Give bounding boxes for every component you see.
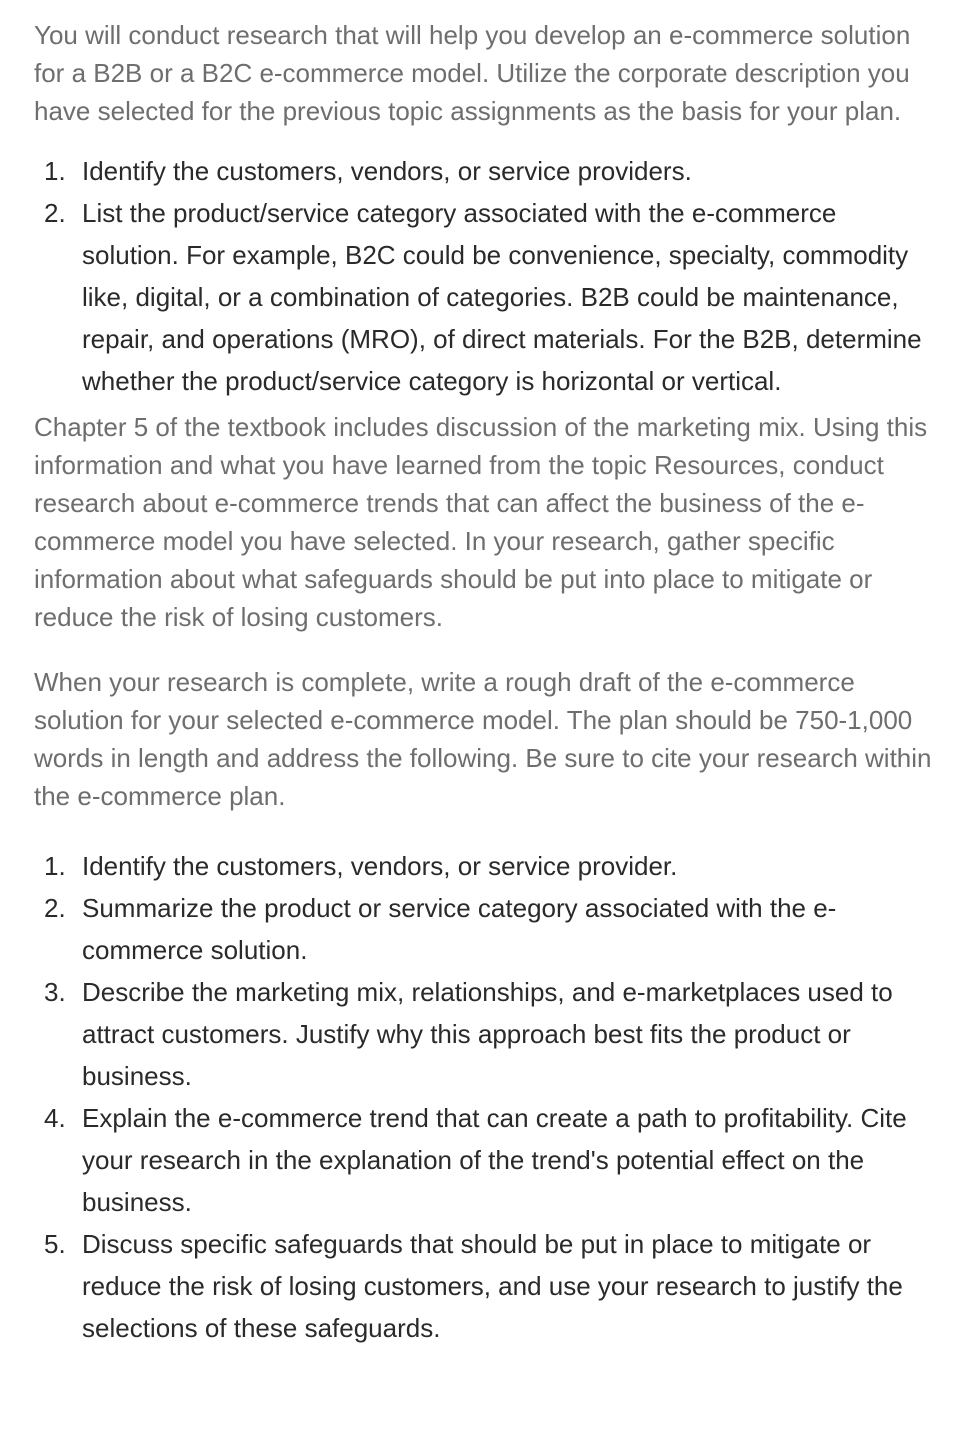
list-item bbox=[34, 971, 932, 1097]
list-item-text: Discuss specific safeguards that should be put in place to mitigate or reduce the risk of losing customers, and use your research to justify the selections of these safeguards. bbox=[82, 1229, 903, 1343]
list-item-number: 3. bbox=[44, 977, 66, 1007]
list-item bbox=[34, 1223, 932, 1349]
list-item bbox=[34, 192, 932, 402]
first-task-list bbox=[34, 150, 932, 402]
draft-paragraph: When your research is complete, write a rough draft of the e-commerce solution for your selected e-commerce model. The plan should be 750-1,000 words in length and address the following. Be sure to cite your research within the e-commerce plan. bbox=[34, 667, 932, 811]
list-item-number: 1. bbox=[44, 156, 66, 186]
list-item-number: 4. bbox=[44, 1103, 66, 1133]
list-item-number: 2. bbox=[44, 893, 66, 923]
list-item-text: Explain the e-commerce trend that can create a path to profitability. Cite your research in the explanation of the trend's potential effect on the business. bbox=[82, 1103, 907, 1217]
list-item-text: Identify the customers, vendors, or service provider. bbox=[82, 851, 678, 881]
list-item bbox=[34, 887, 932, 971]
list-item bbox=[34, 845, 932, 887]
list-item-number: 5. bbox=[44, 1229, 66, 1259]
intro-paragraph: You will conduct research that will help you develop an e-commerce solution for a B2B or a B2C e-commerce model. Utilize the corporate description you have selected for the previous topic assignments as the basis for your plan. bbox=[34, 20, 911, 126]
list-item bbox=[34, 1097, 932, 1223]
list-item-text: List the product/service category associated with the e-commerce solution. For example, B2C could be convenience, specialty, commodity like, digital, or a combination of categories. B2B could be maintenance, repair, and operations (MRO), of direct materials. For the B2B, determine whether the product/service category is horizontal or vertical. bbox=[82, 198, 922, 396]
list-item-number: 1. bbox=[44, 851, 66, 881]
chapter-paragraph: Chapter 5 of the textbook includes discussion of the marketing mix. Using this information and what you have learned from the topic Resources, conduct research about e-commerce trends that can affect the business of the e-commerce model you have selected. In your research, gather specific information about what safeguards should be put into place to mitigate or reduce the risk of losing customers. bbox=[34, 412, 928, 632]
list-item-text: Describe the marketing mix, relationships, and e-marketplaces used to attract customers. Justify why this approach best fits the product or business. bbox=[82, 977, 893, 1091]
list-item-text: Identify the customers, vendors, or service providers. bbox=[82, 156, 692, 186]
list-item-text: Summarize the product or service category associated with the e-commerce solution. bbox=[82, 893, 837, 965]
list-item-number: 2. bbox=[44, 198, 66, 228]
second-task-list bbox=[34, 845, 932, 1349]
list-item bbox=[34, 150, 932, 192]
